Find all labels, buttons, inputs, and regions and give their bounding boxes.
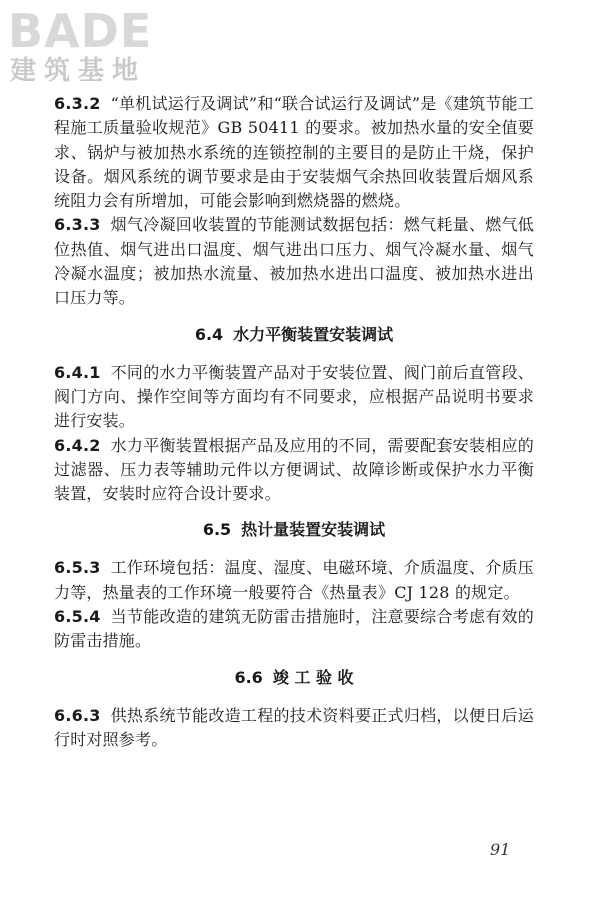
page-number: 91 [490,840,511,859]
page-content [54,92,534,752]
clause-text: 工作环境包括：温度、湿度、电磁环境、介质温度、介质压力等，热量表的工作环境一般要符合《热量表》CJ 128 的规定。 [54,558,534,602]
section-number: 6.5 [202,520,232,540]
clause-number: 6.3.2 [54,94,101,113]
clause-text: “单机试运行及调试”和“联合试运行及调试”是《建筑节能工程施工质量验收规范》GB 50411 的要求。被加热水量的安全值要求、锅炉与被加热水系统的连锁控制的主要目的是防止干烧，保护设备。烟风系统的调节要求是由于安装烟气余热回收装置后烟风系统阻力会有所增加，可能会影响到燃烧器的燃烧。 [54,94,534,211]
clause-text: 水力平衡装置根据产品及应用的不同，需要配套安装相应的过滤器、压力表等辅助元件以方便调试、故障诊断或保护水力平衡装置，安装时应符合设计要求。 [54,435,534,504]
clause-6-5-3 [54,556,534,605]
clause-number: 6.3.3 [54,215,101,235]
section-heading-6-4 [54,323,534,347]
section-title: 水力平衡装置安装调试 [233,324,394,344]
clause-6-3-3 [54,213,534,310]
clause-number: 6.4.2 [54,435,101,455]
clause-6-5-4 [54,605,534,654]
section-number: 6.4 [194,324,224,344]
watermark-subtitle: 建筑基地 [10,56,147,86]
clause-text: 不同的水力平衡装置产品对于安装位置、阀门前后直管段、阀门方向、操作空间等方面均有不同要求，应根据产品说明书要求进行安装。 [54,362,534,431]
section-title: 竣 工 验 收 [272,667,354,687]
watermark-brand: BADE [8,4,153,58]
clause-6-4-2 [54,434,534,507]
clause-text: 供热系统节能改造工程的技术资料要正式归档，以便日后运行时对照参考。 [54,705,534,749]
clause-text: 烟气冷凝回收装置的节能测试数据包括：燃气耗量、燃气低位热值、烟气进出口温度、烟气进出口压力、烟气冷凝水量、烟气冷凝水温度；被加热水流量、被加热水进出口温度、被加热水进出口压力等。 [54,215,534,308]
section-heading-6-5 [54,518,534,542]
bade-watermark-logo [8,6,178,88]
clause-6-3-2 [54,92,534,213]
clause-number: 6.6.3 [54,705,101,725]
clause-6-6-3 [54,704,534,753]
clause-number: 6.4.1 [54,362,101,382]
section-title: 热计量装置安装调试 [241,520,386,540]
clause-text: 当节能改造的建筑无防雷击措施时，注意要综合考虑有效的防雷击措施。 [54,607,534,651]
clause-number: 6.5.3 [54,558,101,578]
clause-6-4-1 [54,361,534,434]
section-number: 6.6 [234,667,263,687]
section-heading-6-6 [54,666,534,690]
clause-number: 6.5.4 [54,607,101,627]
